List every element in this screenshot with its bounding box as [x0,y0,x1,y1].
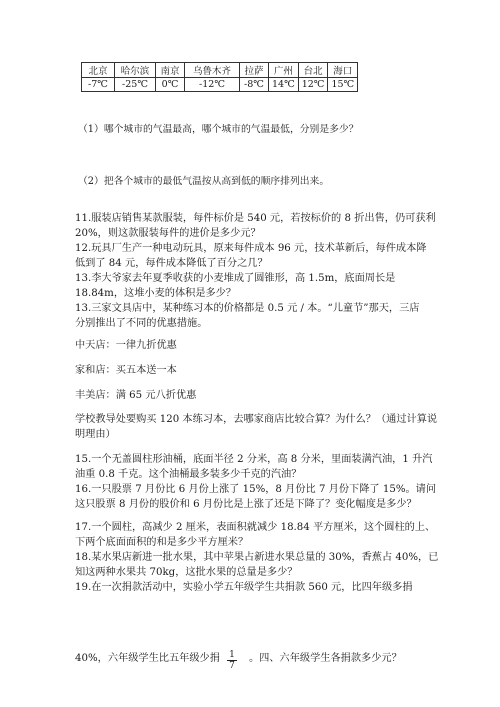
problem-line: 19.在一次捐款活动中，实验小学五年级学生共捐款 560 元，比四年级多捐 [75,582,413,593]
city-cell: 台北 [298,63,328,78]
problem-line: 知这两种水果共 70kg，这批水果的总量是多少？ [75,567,298,578]
problem-line: 这只股票 8 月份的股价和 6 月份比是上涨了还是下降了？变化幅度是多少？ [75,499,417,510]
temperature-table [81,62,358,92]
city-cell: 广州 [269,63,299,78]
table-row-cities [82,63,358,78]
store-offer: 家和店：买五本送一本 [75,365,177,376]
problem-line: 12.玩具厂生产一种电动玩具，原来每件成本 96 元，技术革新后，每件成本降 [75,243,427,254]
temp-cell: 15℃ [328,78,358,92]
problem-line: 17.一个圆柱，高减少 2 厘米，表面积就减少 18.84 平方厘米，这个圆柱的上、 [75,522,436,533]
problem-line-last: 40%，六年级学生比五年级少捐 [75,653,220,664]
temp-cell: 0℃ [156,78,185,92]
store-offer: 丰美店：满 65 元八折优惠 [75,390,197,401]
table-row-temps [82,78,358,92]
city-cell: 乌鲁木齐 [185,63,240,78]
fraction-numerator: 1 [229,650,235,660]
temp-cell: -7℃ [82,78,115,92]
problem-line: 油重 0.8 千克。这个油桶最多装多少千克的汽油？ [75,469,302,480]
city-cell: 南京 [156,63,185,78]
fraction [226,650,238,671]
city-cell: 哈尔滨 [115,63,156,78]
problem-line: 15.一个无盖圆柱形油桶，底面半径 2 分米，高 8 分米，里面装满汽油，1 升汽 [75,454,433,465]
city-cell: 拉萨 [240,63,269,78]
problem-line: 11.服装店销售某款服装，每件标价是 540 元，若按标价的 8 折出售，仍可获利 [75,213,436,224]
problem-line: 学校教导处要购买 120 本练习本，去哪家商店比较合算？为什么？（通过计算说 [75,414,438,425]
problem-line: 18.84m，这堆小麦的体积是多少？ [75,288,237,299]
fraction-denominator: 7 [229,661,235,671]
temp-cell: -12℃ [185,78,240,92]
temp-cell: -8℃ [240,78,269,92]
problem-line: 下两个底面面积的和是多少平方厘米？ [75,537,249,548]
problem-line: 分别推出了不同的优惠措施。 [75,318,208,329]
problem-line: 18.某水果店新进一批水果，其中苹果占新进水果总量的 30%，香蕉占 40%，已 [75,552,439,563]
city-cell: 海口 [328,63,358,78]
temp-cell: 14℃ [269,78,299,92]
problem-line: 16.一只股票 7 月份比 6 月份上涨了 15%，8 月份比 7 月份下降了 15%。请问 [75,484,437,495]
temp-cell: 12℃ [298,78,328,92]
problem-line: 低到了 84 元，每件成本降低了百分之几？ [75,258,268,269]
temp-cell: -25℃ [115,78,156,92]
problem-line: 20%，则这款服装每件的进价是多少元？ [75,228,261,239]
problem-line: 13.李大爷家去年夏季收获的小麦堆成了圆锥形，高 1.5m，底面周长是 [75,273,396,284]
question-2: （2）把各个城市的最低气温按从高到低的顺序排列出来。 [78,176,330,187]
problem-line-last-tail: 。四、六年级学生各捐款多少元？ [249,653,402,664]
problem-line: 13.三家文具店中，某种练习本的价格都是 0.5 元 / 本。“儿童节”那天，三店 [75,303,420,314]
question-1: （1）哪个城市的气温最高，哪个城市的气温最低，分别是多少？ [78,124,359,135]
city-cell: 北京 [82,63,115,78]
problem-line: 明理由） [75,429,116,440]
store-offer: 中天店：一律九折优惠 [75,340,177,351]
